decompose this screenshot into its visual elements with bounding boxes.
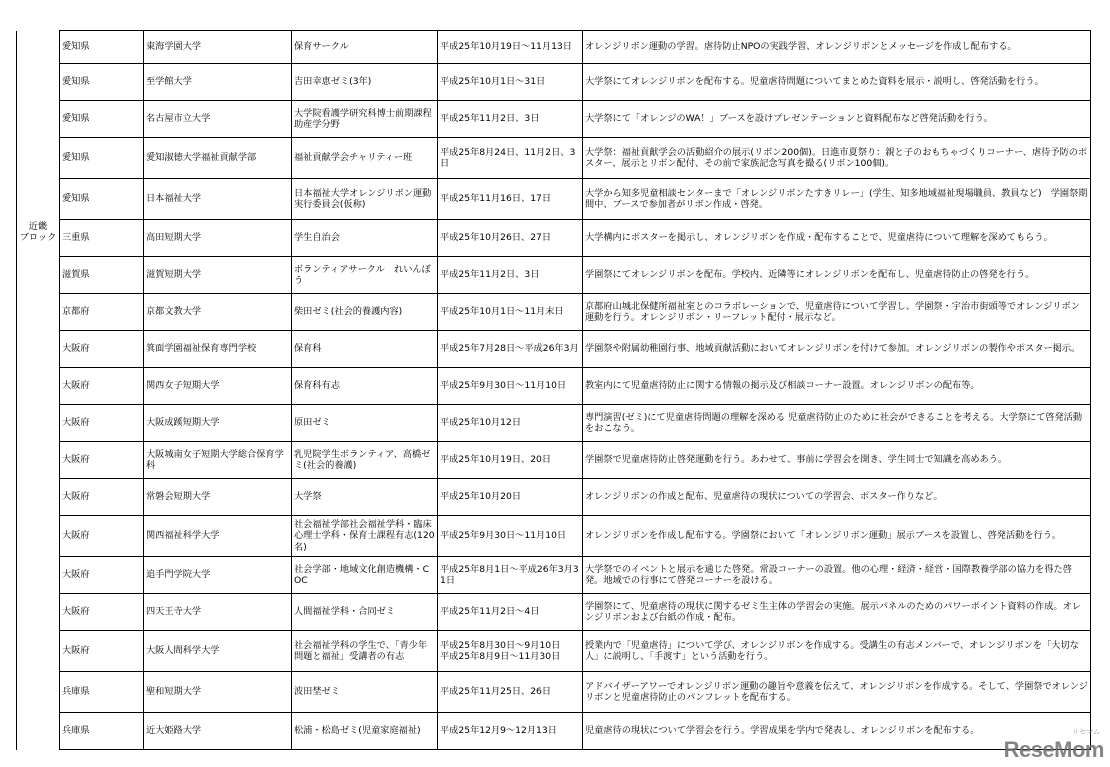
prefecture-cell: 大阪府 <box>60 368 144 405</box>
university-cell: 聖和短期大学 <box>144 672 292 713</box>
university-cell: 至学館大学 <box>144 64 292 101</box>
table-row <box>17 479 1091 516</box>
group-cell: 保育科有志 <box>292 368 438 405</box>
university-cell: 関西福祉科学大学 <box>144 516 292 557</box>
group-cell: 柴田ゼミ(社会的養護内容) <box>292 294 438 331</box>
group-cell: 原田ゼミ <box>292 405 438 442</box>
table-row <box>17 179 1091 220</box>
prefecture-cell: 京都府 <box>60 294 144 331</box>
group-cell: 社会学部・地域文化創造機構・COC <box>292 557 438 594</box>
prefecture-cell: 愛知県 <box>60 64 144 101</box>
group-cell: 吉田幸恵ゼミ(3年) <box>292 64 438 101</box>
block-cell-previous <box>17 31 60 220</box>
prefecture-cell: 大阪府 <box>60 442 144 479</box>
university-cell: 日本福祉大学 <box>144 179 292 220</box>
university-cell: 滋賀短期大学 <box>144 257 292 294</box>
prefecture-cell: 大阪府 <box>60 594 144 631</box>
group-cell: 大学院看護学研究科博士前期課程助産学分野 <box>292 101 438 138</box>
table-row <box>17 442 1091 479</box>
university-cell: 高田短期大学 <box>144 220 292 257</box>
activity-cell: 大学祭：福祉貢献学会の活動紹介の展示(リボン200個)。日進市夏祭り：親と子のおもちゃづくりコーナー、虐待予防のポスター、展示とリボン配付、その前で家族記念写真を撮る(リボン100個)。 <box>583 138 1091 179</box>
period-cell: 平成25年10月19日～11月13日 <box>438 31 583 64</box>
period-cell: 平成25年8月30日～9月10日 平成25年8月9日～11月30日 <box>438 631 583 672</box>
activity-cell: オレンジリボン運動の学習。虐待防止NPOの実践学習、オレンジリボンとメッセージを作成し配布する。 <box>583 31 1091 64</box>
table-row <box>17 672 1091 713</box>
prefecture-cell: 大阪府 <box>60 516 144 557</box>
period-cell: 平成25年9月30日～11月10日 <box>438 368 583 405</box>
period-cell: 平成25年10月26日、27日 <box>438 220 583 257</box>
table-row <box>17 101 1091 138</box>
activity-cell: 大学祭でのイベントと展示を通じた啓発。常設コーナーの設置。他の心理・経済・経営・国際教養学部の協力を得た啓発。地域での行事にて啓発コーナーを設ける。 <box>583 557 1091 594</box>
table-row <box>17 31 1091 64</box>
table-row <box>17 257 1091 294</box>
period-cell: 平成25年10月19日、20日 <box>438 442 583 479</box>
prefecture-cell: 愛知県 <box>60 138 144 179</box>
table-row <box>17 713 1091 750</box>
period-cell: 平成25年11月16日、17日 <box>438 179 583 220</box>
activity-cell: 大学構内にポスターを掲示し、オレンジリボンを作成・配布することで、児童虐待について理解を深めてもらう。 <box>583 220 1091 257</box>
university-cell: 四天王寺大学 <box>144 594 292 631</box>
group-cell: 人間福祉学科・合同ゼミ <box>292 594 438 631</box>
group-cell: 福祉貢献学会チャリティー班 <box>292 138 438 179</box>
table-row <box>17 64 1091 101</box>
table-row <box>17 368 1091 405</box>
prefecture-cell: 滋賀県 <box>60 257 144 294</box>
period-cell: 平成25年11月25日、26日 <box>438 672 583 713</box>
group-cell: 乳児院学生ボランティア、高橋ゼミ(社会的養護) <box>292 442 438 479</box>
period-cell: 平成25年7月28日～平成26年3月 <box>438 331 583 368</box>
activity-cell: 学園祭で児童虐待防止啓発運動を行う。あわせて、事前に学習会を開き、学生同士で知識を高めあう。 <box>583 442 1091 479</box>
table-row <box>17 631 1091 672</box>
university-cell: 名古屋市立大学 <box>144 101 292 138</box>
resemom-watermark-logo: ReseMom <box>1003 737 1104 762</box>
group-cell: 波田埜ゼミ <box>292 672 438 713</box>
activity-cell: 大学祭にて「オレンジのWA！」ブースを設けプレゼンテーションと資料配布など啓発活動を行う。 <box>583 101 1091 138</box>
table-row <box>17 331 1091 368</box>
university-cell: 常磐会短期大学 <box>144 479 292 516</box>
activity-cell: 授業内で「児童虐待」について学び、オレンジリボンを作成する。受講生の有志メンバーで、オレンジリボンを「大切な人」に説明し、「手渡す」という活動を行う。 <box>583 631 1091 672</box>
table-row <box>17 516 1091 557</box>
prefecture-cell: 愛知県 <box>60 31 144 64</box>
period-cell: 平成25年8月1日～平成26年3月31日 <box>438 557 583 594</box>
group-cell: ボランティアサークル れいんぼう <box>292 257 438 294</box>
activity-cell: 学園祭にてオレンジリボンを配布。学校内、近隣等にオレンジリボンを配布し、児童虐待防止の啓発を行う。 <box>583 257 1091 294</box>
university-cell: 京都文教大学 <box>144 294 292 331</box>
activity-cell: 大学祭にてオレンジリボンを配布する。児童虐待問題についてまとめた資料を展示・説明し、啓発活動を行う。 <box>583 64 1091 101</box>
block-label: 近畿 ブロック <box>19 220 57 243</box>
prefecture-cell: 大阪府 <box>60 405 144 442</box>
period-cell: 平成25年11月2日～4日 <box>438 594 583 631</box>
activity-cell: オレンジリボンを作成し配布する。学園祭において「オレンジリボン運動」展示ブースを設置し、啓発活動を行う。 <box>583 516 1091 557</box>
activity-cell: オレンジリボンの作成と配布、児童虐待の現状についての学習会、ポスター作りなど。 <box>583 479 1091 516</box>
group-cell: 保育科 <box>292 331 438 368</box>
activity-cell: 専門演習(ゼミ)にて児童虐待問題の理解を深める 児童虐待防止のために社会ができることを考える。大学祭にて啓発活動をおこなう。 <box>583 405 1091 442</box>
group-cell: 日本福祉大学オレンジリボン運動実行委員会(仮称) <box>292 179 438 220</box>
period-cell: 平成25年10月20日 <box>438 479 583 516</box>
table-row <box>17 138 1091 179</box>
period-cell: 平成25年10月12日 <box>438 405 583 442</box>
activity-cell: 学園祭や附属幼稚園行事、地域貢献活動においてオレンジリボンを付けて参加。オレンジリボンの製作やポスター掲示。 <box>583 331 1091 368</box>
university-cell: 大阪人間科学大学 <box>144 631 292 672</box>
watermark-small-text: リセマム <box>1072 728 1100 736</box>
university-cell: 箕面学園福祉保育専門学校 <box>144 331 292 368</box>
prefecture-cell: 大阪府 <box>60 557 144 594</box>
table-row <box>17 405 1091 442</box>
activity-cell: 京都府山城北保健所福祉室とのコラボレーションで、児童虐待について学習し、学園祭・宇治市街頭等でオレンジリボン運動を行う。オレンジリボン・リーフレット配付・展示など。 <box>583 294 1091 331</box>
university-cell: 近大姫路大学 <box>144 713 292 750</box>
period-cell: 平成25年10月1日～31日 <box>438 64 583 101</box>
prefecture-cell: 三重県 <box>60 220 144 257</box>
period-cell: 平成25年12月9～12月13日 <box>438 713 583 750</box>
university-cell: 東海学園大学 <box>144 31 292 64</box>
university-cell: 大阪成蹊短期大学 <box>144 405 292 442</box>
university-cell: 大阪城南女子短期大学総合保育学科 <box>144 442 292 479</box>
table-row <box>17 294 1091 331</box>
prefecture-cell: 大阪府 <box>60 331 144 368</box>
prefecture-cell: 兵庫県 <box>60 713 144 750</box>
university-cell: 愛知淑徳大学福祉貢献学部 <box>144 138 292 179</box>
prefecture-cell: 大阪府 <box>60 479 144 516</box>
period-cell: 平成25年11月2日、3日 <box>438 257 583 294</box>
group-cell: 学生自治会 <box>292 220 438 257</box>
university-cell: 関西女子短期大学 <box>144 368 292 405</box>
university-activities-table <box>16 30 1091 750</box>
group-cell: 大学祭 <box>292 479 438 516</box>
prefecture-cell: 兵庫県 <box>60 672 144 713</box>
group-cell: 保育サークル <box>292 31 438 64</box>
period-cell: 平成25年8月24日、11月2日、3日 <box>438 138 583 179</box>
period-cell: 平成25年11月2日、3日 <box>438 101 583 138</box>
prefecture-cell: 愛知県 <box>60 179 144 220</box>
table-row <box>17 557 1091 594</box>
activity-cell: 学園祭にて、児童虐待の現状に関するゼミ生主体の学習会の実施。展示パネルのためのパワーポイント資料の作成。オレンジリボンおよび台紙の作成・配布。 <box>583 594 1091 631</box>
group-cell: 松浦・松島ゼミ(児童家庭福祉) <box>292 713 438 750</box>
table-row <box>17 594 1091 631</box>
table-row <box>17 220 1091 257</box>
prefecture-cell: 愛知県 <box>60 101 144 138</box>
group-cell: 社会福祉学部社会福祉学科・臨床心理士学科・保育士課程有志(120名) <box>292 516 438 557</box>
activity-cell: アドバイザーアワーでオレンジリボン運動の趣旨や意義を伝えて、オレンジリボンを作成する。そして、学園祭でオレンジリボンと児童虐待防止のパンフレットを配布する。 <box>583 672 1091 713</box>
activity-cell: 教室内にて児童虐待防止に関する情報の掲示及び相談コーナー設置。オレンジリボンの配布等。 <box>583 368 1091 405</box>
university-cell: 追手門学院大学 <box>144 557 292 594</box>
activity-cell: 大学から知多児童相談センターまで「オレンジリボンたすきリレー」(学生、知多地域福祉現場職員、教員など) 学園祭期間中、ブースで参加者がリボン作成・啓発。 <box>583 179 1091 220</box>
prefecture-cell: 大阪府 <box>60 631 144 672</box>
period-cell: 平成25年10月1日～11月末日 <box>438 294 583 331</box>
block-cell-kinki <box>17 220 60 750</box>
group-cell: 社会福祉学科の学生で、「青少年問題と福祉」受講者の有志 <box>292 631 438 672</box>
period-cell: 平成25年9月30日～11月10日 <box>438 516 583 557</box>
activity-cell: 児童虐待の現状について学習会を行う。学習成果を学内で発表し、オレンジリボンを配布する。 <box>583 713 1091 750</box>
